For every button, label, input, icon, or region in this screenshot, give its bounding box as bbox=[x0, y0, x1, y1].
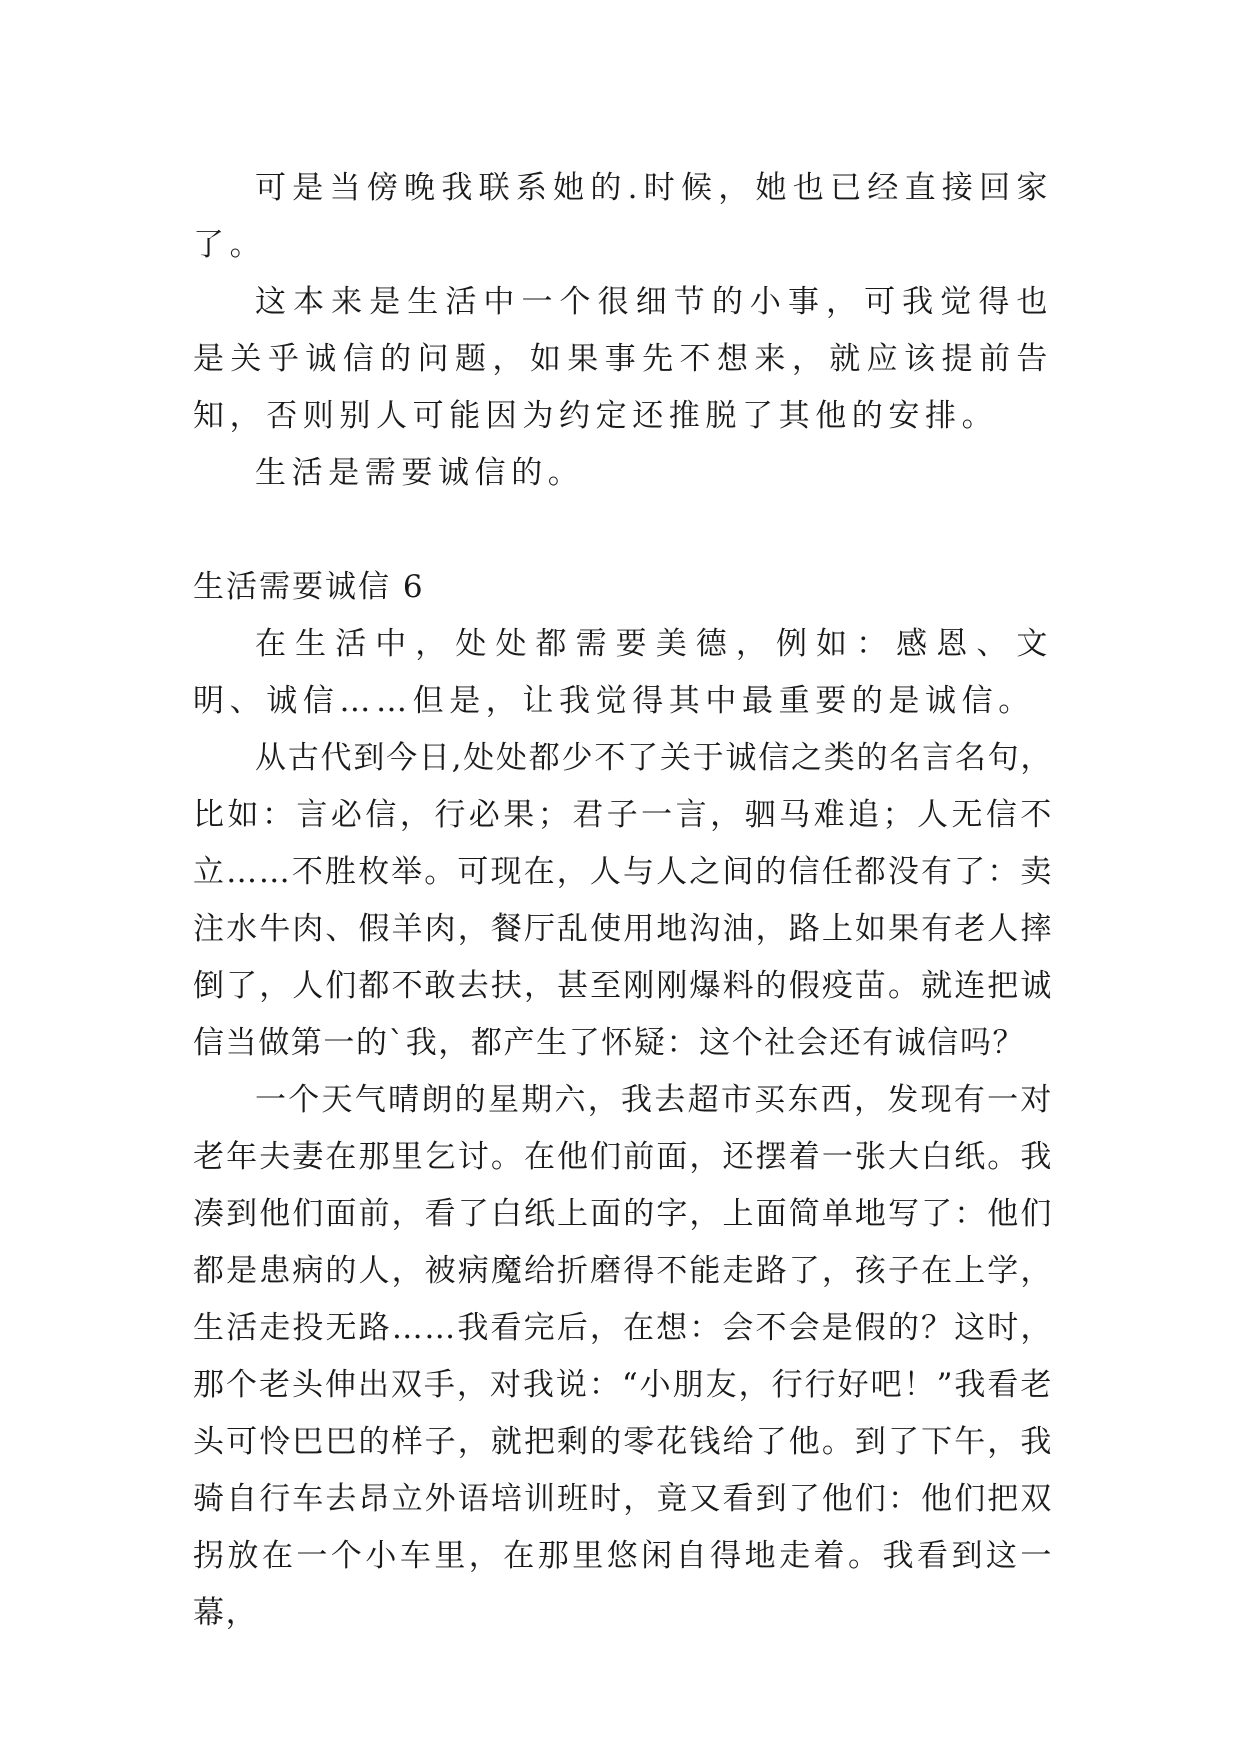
paragraph: 这本来是生活中一个很细节的小事，可我觉得也是关乎诚信的问题，如果事先不想来，就应该提前告知，否则别人可能因为约定还推脱了其他的安排。 bbox=[193, 284, 1053, 434]
paragraph: 可是当傍晚我联系她的.时候，她也已经直接回家了。 bbox=[193, 170, 1053, 263]
paragraph: 从古代到今日,处处都少不了关于诚信之类的名言名句，比如：言必信，行必果；君子一言，驷马难追；人无信不立……不胜枚举。可现在，人与人之间的信任都没有了：卖注水牛肉、假羊肉，餐厅乱使用地沟油，路上如果有老人摔倒了，人们都不敢去扶，甚至刚刚爆料的假疫苗。就连把诚信当做第一的`我，都产生了怀疑：这个社会还有诚信吗？ bbox=[193, 740, 1053, 1061]
document-body bbox=[193, 160, 1053, 1642]
paragraph: 在生活中，处处都需要美德，例如：感恩、文明、诚信……但是，让我觉得其中最重要的是诚信。 bbox=[193, 626, 1053, 719]
section-spacer bbox=[193, 502, 1053, 559]
paragraph: 生活是需要诚信的。 bbox=[255, 455, 585, 491]
section-heading: 生活需要诚信 6 bbox=[193, 569, 425, 605]
paragraph: 一个天气晴朗的星期六，我去超市买东西，发现有一对老年夫妻在那里乞讨。在他们前面，还摆着一张大白纸。我凑到他们面前，看了白纸上面的字，上面简单地写了：他们都是患病的人，被病魔给折磨得不能走路了，孩子在上学，生活走投无路……我看完后，在想：会不会是假的？这时，那个老头伸出双手，对我说：“小朋友，行行好吧！”我看老头可怜巴巴的样子，就把剩的零花钱给了他。到了下午，我骑自行车去昂立外语培训班时，竟又看到了他们：他们把双拐放在一个小车里，在那里悠闲自得地走着。我看到这一幕， bbox=[193, 1082, 1053, 1631]
